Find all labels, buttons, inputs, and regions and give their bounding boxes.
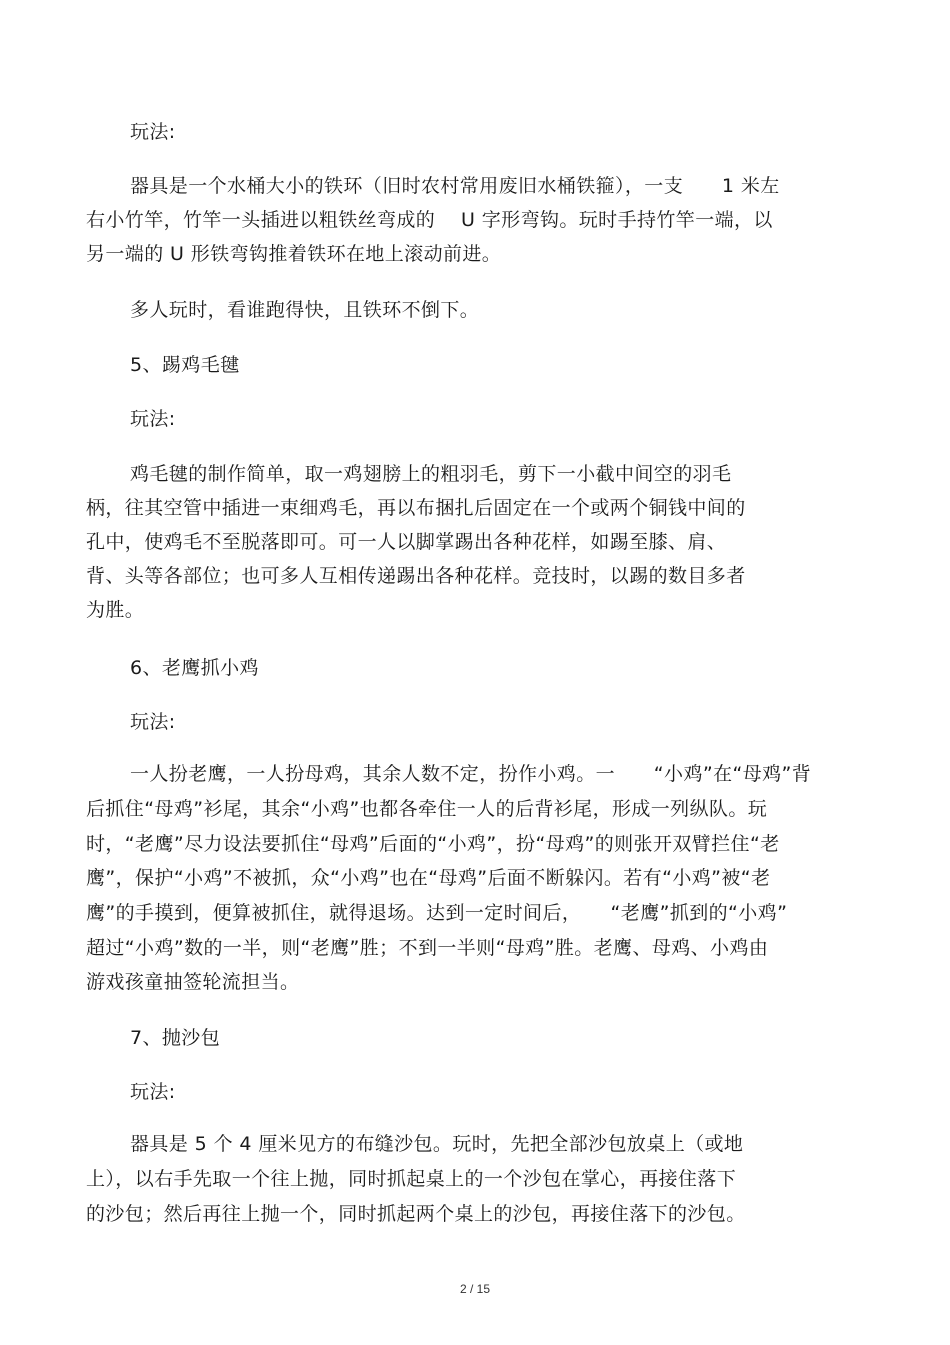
text-line: 孔中，使鸡毛不至脱落即可。可一人以脚掌踢出各种花样，如踢至膝、肩、: [86, 531, 727, 553]
section-heading: 7、抛沙包: [130, 1027, 221, 1049]
text-line: 背、头等各部位；也可多人互相传递踢出各种花样。竞技时，以踢的数目多者: [86, 565, 746, 587]
text-line: 上），以右手先取一个往上抛，同时抓起桌上的一个沙包在掌心，再接住落下: [86, 1168, 737, 1190]
section-heading: 6、老鹰抓小鸡: [130, 657, 259, 679]
text-line: 鹰”的手摸到，便算被抓住，就得退场。达到一定时间后， “老鹰”抓到的“小鸡”: [86, 902, 788, 924]
text-line: 多人玩时，看谁跑得快，且铁环不倒下。: [130, 299, 480, 321]
text-line: 鹰”，保护“小鸡”不被抓，众“小鸡”也在“母鸡”后面不断躲闪。若有“小鸡”被“老: [86, 867, 771, 889]
text-line: 为胜。: [86, 599, 145, 621]
text-line: 一人扮老鹰，一人扮母鸡，其余人数不定，扮作小鸡。一 “小鸡”在“母鸡”背: [130, 763, 812, 785]
text-line: 时，“老鹰”尽力设法要抓住“母鸡”后面的“小鸡”，扮“母鸡”的则张开双臂拦住“老: [86, 833, 780, 855]
text-line: 玩法:: [130, 121, 176, 143]
text-line: 超过“小鸡”数的一半，则“老鹰”胜；不到一半则“母鸡”胜。老鹰、母鸡、小鸡由: [86, 937, 769, 959]
text-line: 器具是一个水桶大小的铁环（旧时农村常用废旧水桶铁箍），一支 1 米左: [130, 175, 780, 197]
section-heading: 5、踢鸡毛毽: [130, 354, 240, 376]
text-line: 后抓住“母鸡”衫尾，其余“小鸡”也都各牵住一人的后背衫尾，形成一列纵队。玩: [86, 798, 768, 820]
text-line: 玩法:: [130, 1081, 176, 1103]
text-line: 的沙包；然后再往上抛一个，同时抓起两个桌上的沙包，再接住落下的沙包。: [86, 1203, 746, 1225]
text-line: 鸡毛毽的制作简单，取一鸡翅膀上的粗羽毛，剪下一小截中间空的羽毛: [130, 463, 732, 485]
text-line: 柄，往其空管中插进一束细鸡毛，再以布捆扎后固定在一个或两个铜钱中间的: [86, 497, 746, 519]
text-line: 游戏孩童抽签轮流担当。: [86, 971, 300, 993]
page-number: 2 / 15: [459, 1282, 491, 1296]
text-line: 另一端的 U 形铁弯钩推着铁环在地上滚动前进。: [86, 243, 502, 265]
text-line: 右小竹竿，竹竿一头插进以粗铁丝弯成的 U 字形弯钩。玩时手持竹竿一端，以: [86, 209, 773, 231]
text-line: 玩法:: [130, 711, 176, 733]
text-line: 器具是 5 个 4 厘米见方的布缝沙包。玩时，先把全部沙包放桌上（或地: [130, 1133, 744, 1155]
text-line: 玩法:: [130, 408, 176, 430]
